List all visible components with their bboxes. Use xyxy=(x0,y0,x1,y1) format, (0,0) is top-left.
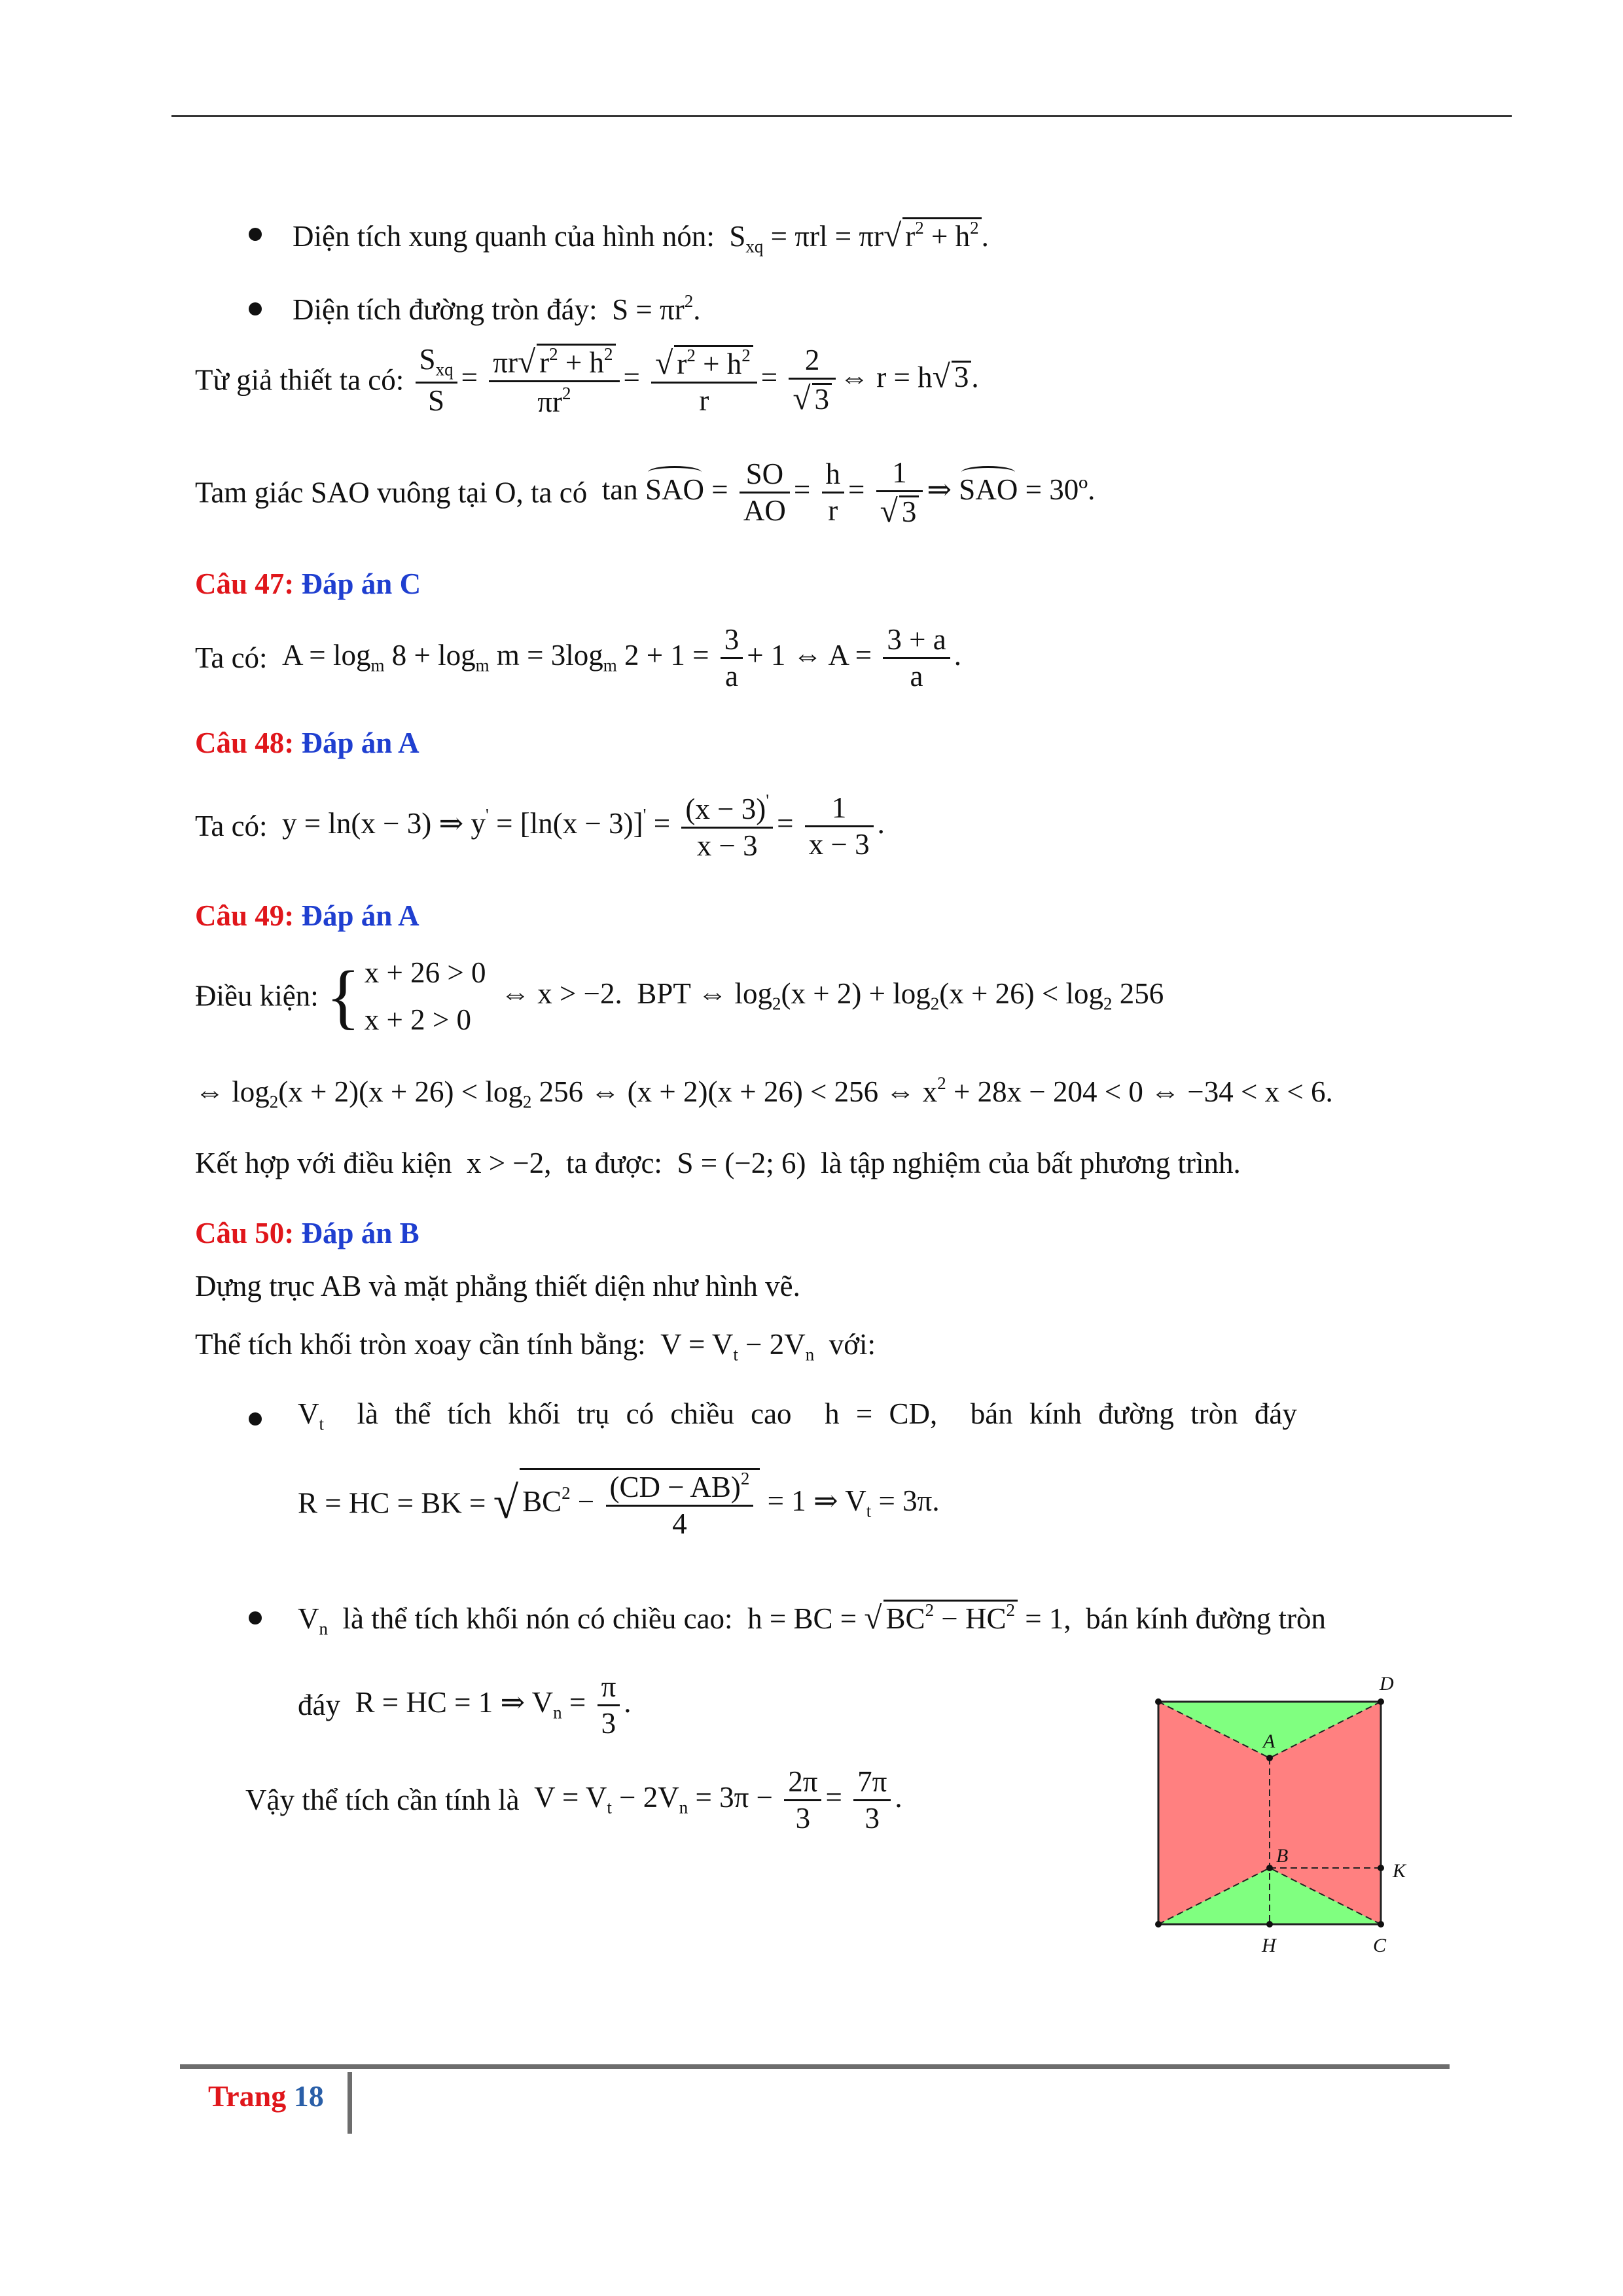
brace-icon: { xyxy=(325,956,361,1036)
vn-text: là thể tích khối nón có chiều cao: xyxy=(342,1602,733,1635)
vn-symbol: $V_n$ xyxy=(298,1602,328,1639)
answer-label: Đáp án B xyxy=(301,1217,419,1249)
fraction: $\frac{2\pi}{3}$ xyxy=(784,1767,821,1833)
question-47-heading xyxy=(195,569,421,599)
vt-symbol: $V_t$ xyxy=(298,1397,325,1434)
line-50-construct: Dựng trục AB và mặt phẳng thiết diện như hình vẽ. xyxy=(195,1270,800,1302)
vt-text: là thể tích khối trụ có chiều cao xyxy=(357,1397,792,1430)
tan-text: Tam giác SAO vuông tại O, ta có xyxy=(195,476,588,509)
q49-solve-formula: ⇔ $\log_2(x + 2)(x + 26) < \log_2 256$ ⇔ (x + 2)(x + 26) < 256 ⇔ $x^2 + 28x - 204 < 0$ ⇔ −34 < x < 6. xyxy=(195,1073,1333,1112)
base-area-text: Diện tích đường tròn đáy: xyxy=(293,293,597,326)
q50-volume-formula: $V = V_t - 2V_n$ xyxy=(652,1328,815,1365)
point xyxy=(1378,1921,1384,1928)
fraction: $\frac{h}{r}$ xyxy=(822,459,845,526)
q48-text: Ta có: xyxy=(195,809,268,842)
footer-rule xyxy=(180,2064,1450,2069)
footer-label: Trang xyxy=(208,2079,287,2113)
lateral-area-formula: $S_{xq} = \pi rl = \pi r√$ $r^2 + h^2$. xyxy=(722,217,989,257)
answer-label: Đáp án C xyxy=(301,567,421,600)
line-49-solve xyxy=(195,1075,1333,1111)
point xyxy=(1155,1921,1162,1928)
footer-divider xyxy=(348,2072,352,2134)
answer-label: Đáp án A xyxy=(301,899,419,932)
line-base-area xyxy=(293,293,700,325)
vn-radius-formula: R = HC = 1 ⇒ $V_n$ = $\frac{\pi}{3}$ . xyxy=(348,1670,632,1740)
question-label: Câu 47: xyxy=(195,567,294,600)
lateral-area-text: Diện tích xung quanh của hình nón: xyxy=(293,219,715,253)
base-area-formula: $S = \pi r^2$. xyxy=(604,291,701,326)
fraction: $\frac{\pi}{3}$ xyxy=(597,1672,620,1738)
point-k xyxy=(1378,1865,1384,1871)
question-48-heading xyxy=(195,728,419,758)
q49-result-text: Kết hợp với điều kiện xyxy=(195,1147,452,1179)
line-50-volume xyxy=(195,1330,876,1363)
label-h: H xyxy=(1262,1935,1276,1956)
label-k: K xyxy=(1393,1860,1406,1882)
condition-system: x + 26 > 0 x + 2 > 0 xyxy=(364,956,486,1036)
vt-height-formula: h = CD, xyxy=(808,1397,954,1430)
fraction: $\frac{3 + a}{a}$ xyxy=(883,625,950,691)
line-lateral-area xyxy=(293,217,989,255)
vn-end: bán kính đường tròn xyxy=(1086,1602,1326,1635)
bullet-icon xyxy=(249,1412,262,1426)
line-vt xyxy=(298,1399,1297,1433)
vn-height-formula: h = BC = √ $BC^2 - HC^2 = 1$, xyxy=(740,1599,1079,1636)
bullet-icon xyxy=(249,1611,262,1624)
q49-set-formula: S = (−2; 6) xyxy=(669,1147,813,1179)
q49-result-end: là tập nghiệm của bất phương trình. xyxy=(820,1147,1241,1179)
q49-formula: ⇔ x > −2. BPT ⇔ $\log_2(x + 2) + \log_2(x + 26) < \log_2 256$ xyxy=(493,977,1164,1014)
fraction: $\frac{SO}{AO}$ xyxy=(740,459,790,526)
tan-formula: tan SAO = $\frac{SO}{AO}$ = $\frac{h}{r}$ = $\frac{1}{√ 3}$ ⇒ SAO = 30º. xyxy=(594,456,1096,529)
page-footer xyxy=(208,2079,324,2113)
point xyxy=(1155,1698,1162,1705)
q49-result-mid: ta được: xyxy=(566,1147,662,1179)
label-c: C xyxy=(1373,1935,1387,1956)
label-b: B xyxy=(1276,1845,1289,1867)
line-vn xyxy=(298,1600,1326,1638)
fraction: $\frac{√ r^2 + h^2}{r}$ xyxy=(651,345,757,416)
q49-condition-formula: x > −2, xyxy=(459,1147,559,1179)
vt-radius-formula: R = HC = BK = xyxy=(298,1486,493,1520)
question-label: Câu 49: xyxy=(195,899,294,932)
fraction: $\frac{1}{√ 3}$ xyxy=(876,458,923,528)
header-rule xyxy=(171,115,1512,117)
answer-label: Đáp án A xyxy=(301,726,419,759)
page-number: 18 xyxy=(293,2079,324,2113)
question-label: Câu 48: xyxy=(195,726,294,759)
q50-volume-text: Thể tích khối tròn xoay cần tính bằng: xyxy=(195,1328,646,1361)
bullet-icon xyxy=(249,228,262,241)
question-label: Câu 50: xyxy=(195,1217,294,1249)
ratio-text: Từ giả thiết ta có: xyxy=(195,363,404,397)
line-49-condition xyxy=(195,949,1164,1043)
fraction: $\frac{S_{xq}}{S}$ xyxy=(416,345,457,415)
cross-section-figure xyxy=(1139,1662,1427,1977)
sqrt-content: $BC^2$ − $\frac{(CD - AB)^2}{4}$ xyxy=(520,1468,760,1539)
conclusion-formula: $V = V_t - 2V_n = 3\pi$ − $\frac{2\pi}{3}$ = $\frac{7\pi}{3}$ . xyxy=(526,1765,902,1835)
vt-end: bán kính đường tròn đáy xyxy=(970,1397,1297,1430)
fraction: $\frac{7\pi}{3}$ xyxy=(853,1767,891,1833)
fraction: $\frac{(x - 3)'}{x - 3}$ xyxy=(681,792,773,861)
fraction: $\frac{1}{x - 3}$ xyxy=(805,793,874,859)
q50-volume-end: với: xyxy=(829,1328,876,1361)
q49-text: Điều kiện: xyxy=(195,979,319,1013)
q47-text: Ta có: xyxy=(195,641,268,674)
point-b xyxy=(1266,1865,1273,1871)
sqrt-icon: √ xyxy=(493,1477,519,1528)
fraction: $\frac{(CD - AB)^2}{4}$ xyxy=(606,1470,754,1539)
fraction: $\frac{\pi r√ r^2 + h^2}{\pi r^2}$ xyxy=(489,344,619,417)
conclusion-text: Vậy thể tích cần tính là xyxy=(245,1784,520,1816)
label-a: A xyxy=(1263,1731,1275,1752)
question-50-heading xyxy=(195,1219,419,1248)
line-tan xyxy=(195,458,1095,528)
bullet-icon xyxy=(249,302,262,315)
question-49-heading xyxy=(195,901,419,931)
q47-formula: $A = \log_m 8 + \log_m m = 3\log_m$ 2 + 1 = $\frac{3}{a}$ + 1 ⇔ A = $\frac{3 + a}{a}$ . xyxy=(274,623,961,692)
point-a xyxy=(1266,1755,1273,1761)
point xyxy=(1378,1698,1384,1705)
point-h xyxy=(1266,1921,1273,1928)
line-49-result xyxy=(195,1149,1241,1178)
line-48 xyxy=(195,792,885,861)
line-47 xyxy=(195,625,961,691)
q48-formula: y = ln(x − 3) ⇒ y' = [ln(x − 3)]' = $\frac{(x - 3)'}{x - 3}$ = $\frac{1}{x - 3}$ . xyxy=(274,791,885,862)
line-vt-radius: R = HC = BK = √ $BC^2$ − $\frac{(CD - AB)^2}{4}$ = 1 ⇒ $V_t = 3\pi$. xyxy=(298,1469,940,1540)
fraction: $\frac{2}{√ 3}$ xyxy=(789,346,836,415)
line-vn-radius xyxy=(298,1672,632,1738)
vn-base-text: đáy xyxy=(298,1689,340,1721)
line-conclusion xyxy=(245,1767,902,1833)
line-ratio: Từ giả thiết ta có: $\frac{S_{xq}}{S}$ = $\frac{\pi r√ r^2 + h^2}{\pi r^2}$ = $\frac{√ r^2 + h^2}{r}$ = $\frac{2}{√ 3}$ ⇔ r = h√ 3. xyxy=(195,343,979,419)
fraction: $\frac{3}{a}$ xyxy=(721,625,743,691)
label-d: D xyxy=(1380,1673,1394,1695)
